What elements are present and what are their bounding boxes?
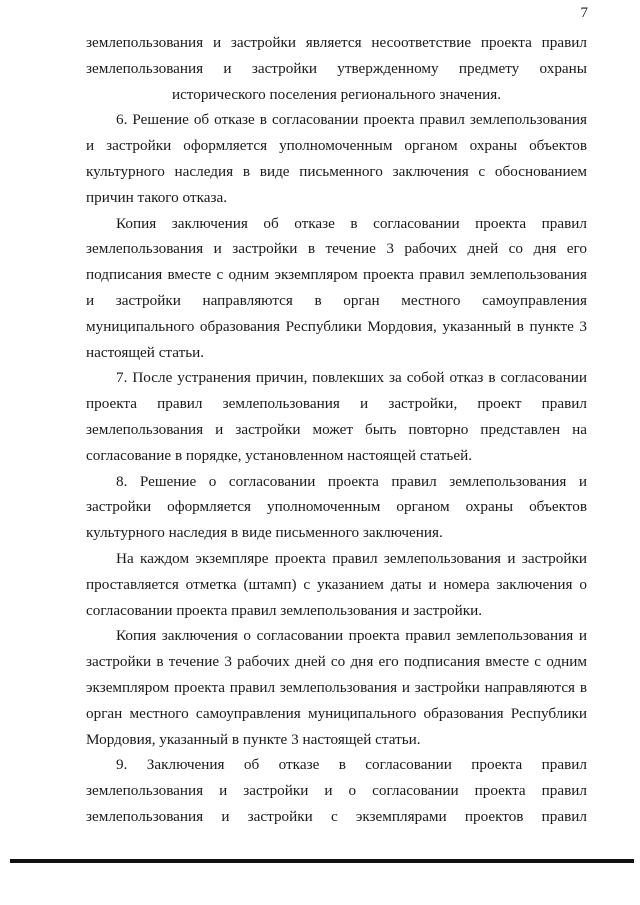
- paragraph-item-7: 7. После устранения причин, повлекших за собой отказ в согласовании проекта правил землепользования и застройки, проект правил землепользования и застройки может быть повторно представлен на согласование в порядке, установленном настоящей статьей.: [86, 369, 587, 464]
- document-body: [86, 30, 587, 830]
- paragraph-item-8: 8. Решение о согласовании проекта правил землепользования и застройки оформляется уполномоченным органом охраны объектов культурного наследия в виде письменного заключения.: [86, 472, 587, 542]
- page-number: 7: [580, 5, 588, 21]
- paragraph-approval-copy: Копия заключения о согласовании проекта правил землепользования и застройки в течение 3 рабочих дней со дня его подписания вместе с одним экземпляром проекта правил землепользования и застройки направляются в орган местного самоуправления муниципального образования Республики Мордовия, указанный в пункте 3 настоящей статьи.: [86, 627, 587, 748]
- paragraph-item-6: 6. Решение об отказе в согласовании проекта правил землепользования и застройки оформляется уполномоченным органом охраны объектов культурного наследия в виде письменного заключения с обоснованием причин такого отказа.: [86, 111, 587, 206]
- paragraph-refusal-copy: Копия заключения об отказе в согласовании проекта правил землепользования и застройки в течение 3 рабочих дней со дня его подписания вместе с одним экземпляром проекта правил землепользования и застройки направляются в орган местного самоуправления муниципального образования Республики Мордовия, указанный в пункте 3 настоящей статьи.: [86, 214, 587, 361]
- paragraph-stamp: На каждом экземпляре проекта правил землепользования и застройки проставляется отметка (штамп) с указанием даты и номера заключения о согласовании проекта правил землепользования и застройки.: [86, 549, 587, 619]
- paragraph-item-9: 9. Заключения об отказе в согласовании проекта правил землепользования и застройки и о согласовании проекта правил землепользования и застройки с экземплярами проектов правил: [86, 756, 587, 825]
- bottom-divider: [10, 859, 634, 863]
- paragraph-continuation: землепользования и застройки является несоответствие проекта правил землепользования и застройки утвержденному предмету охраны исторического поселения регионального значения.: [86, 34, 587, 103]
